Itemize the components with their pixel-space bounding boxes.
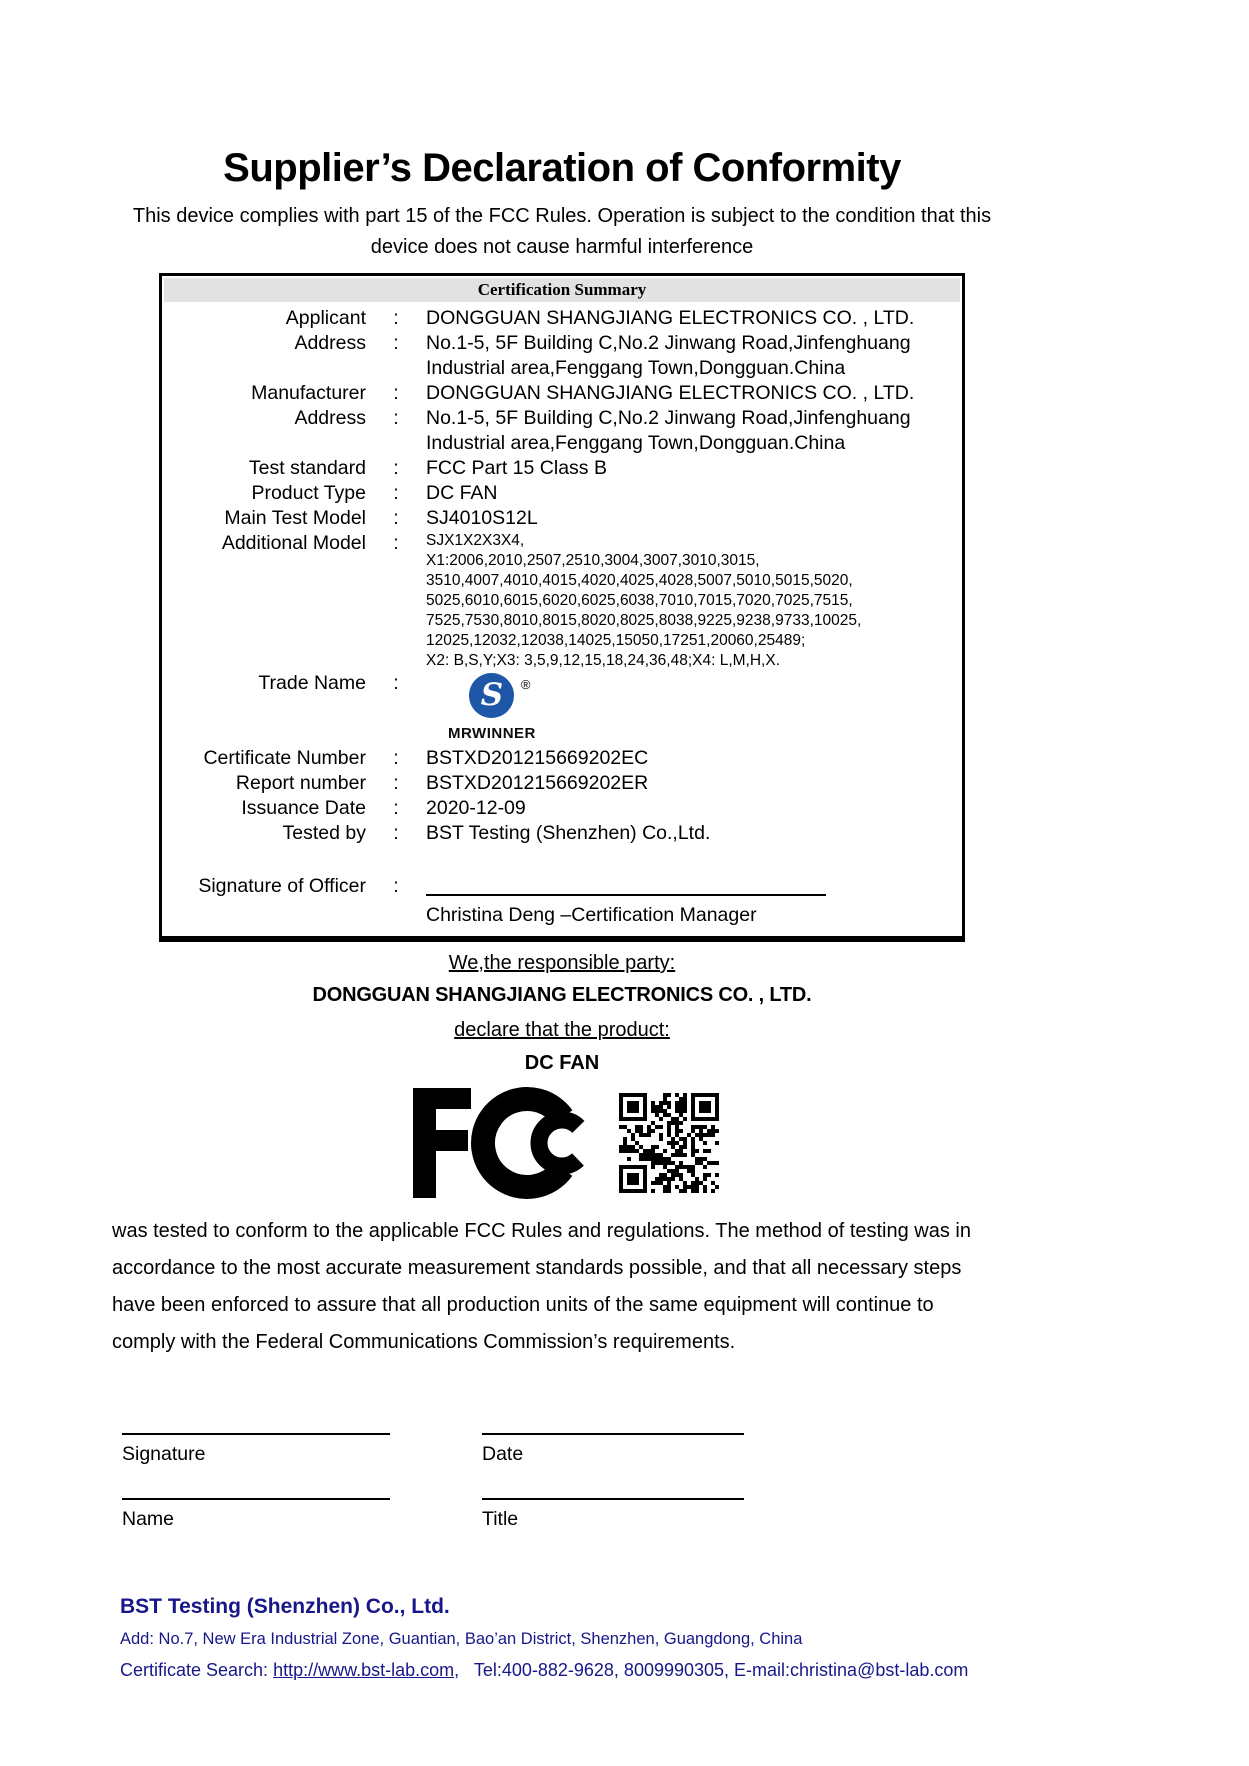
row-label: Issuance Date: [241, 797, 366, 819]
colon: :: [393, 482, 399, 504]
model-line: X1:2006,2010,2507,2510,3004,3007,3010,3015,: [426, 552, 760, 569]
colon: :: [393, 507, 399, 529]
responsible-party-company: DONGGUAN SHANGJIANG ELECTRONICS CO. , LTD.: [312, 984, 812, 1006]
row-manufacturer: [166, 381, 956, 406]
certification-summary-table: [159, 273, 965, 942]
row-applicant: [166, 306, 956, 331]
row-additional-model: [166, 531, 956, 671]
compliance-subtitle: This device complies with part 15 of the FCC Rules. Operation is subject to the condition that this device does not cause harmful interference: [132, 205, 992, 258]
row-value: DONGGUAN SHANGJIANG ELECTRONICS CO. , LTD.: [426, 382, 915, 404]
blank-row: [166, 846, 956, 874]
model-line: 5025,6010,6015,6020,6025,6038,7010,7015,7020,7025,7515,: [426, 592, 853, 609]
row-value: 2020-12-09: [426, 797, 526, 819]
colon: :: [393, 747, 399, 769]
colon: :: [393, 797, 399, 819]
colon: :: [393, 407, 399, 429]
colon: :: [393, 382, 399, 404]
officer-name-title: Christina Deng –Certification Manager: [426, 904, 757, 926]
row-product-type: [166, 481, 956, 506]
row-value: FCC Part 15 Class B: [426, 457, 607, 479]
row-label: Address: [294, 332, 366, 354]
row-label: Manufacturer: [251, 382, 366, 404]
model-line: 12025,12032,12038,14025,15050,17251,20060,25489;: [426, 632, 806, 649]
colon: :: [393, 332, 399, 354]
lab-contact-line: [120, 1660, 1012, 1681]
row-label: Signature of Officer: [198, 875, 366, 897]
colon: :: [393, 672, 399, 694]
signature-block: [122, 1433, 1012, 1531]
colon: :: [393, 772, 399, 794]
lab-footer: [120, 1595, 1012, 1681]
certification-marks: [112, 1085, 1012, 1201]
row-report-number: [166, 771, 956, 796]
date-label: Date: [482, 1443, 524, 1465]
row-officer-name: [166, 903, 956, 928]
qr-code: [619, 1093, 719, 1193]
lab-company-name: BST Testing (Shenzhen) Co., Ltd.: [120, 1595, 450, 1618]
lab-website-link[interactable]: http://www.bst-lab.com: [273, 1660, 455, 1680]
registered-mark: ®: [520, 677, 531, 692]
declared-product: DC FAN: [524, 1052, 600, 1074]
title-field: [482, 1498, 744, 1531]
s-swirl-icon: S: [469, 673, 514, 718]
signature-field: [122, 1433, 390, 1466]
page-title: Supplier’s Declaration of Conformity: [223, 146, 901, 190]
officer-signature-line: [426, 874, 826, 896]
name-field: [122, 1498, 390, 1531]
row-label: Address: [294, 407, 366, 429]
row-certificate-number: [166, 746, 956, 771]
brand-name: MRWINNER: [448, 725, 536, 742]
row-value: SJ4010S12L: [426, 507, 538, 529]
row-value: No.1-5, 5F Building C,No.2 Jinwang Road,Jinfenghuang Industrial area,Fenggang Town,Dongguan.China: [426, 407, 911, 454]
colon: :: [393, 457, 399, 479]
model-line: 3510,4007,4010,4015,4020,4025,4028,5007,5010,5015,5020,: [426, 572, 853, 589]
row-applicant-address: [166, 331, 956, 381]
row-value: BSTXD201215669202ER: [426, 772, 649, 794]
row-trade-name: [166, 671, 956, 746]
colon: :: [393, 307, 399, 329]
row-value: BST Testing (Shenzhen) Co.,Ltd.: [426, 822, 711, 844]
model-line: 7525,7530,8010,8015,8020,8025,8038,9225,9238,9733,10025,: [426, 612, 862, 629]
row-value: [426, 671, 956, 746]
signature-label: Signature: [122, 1443, 206, 1465]
row-value: DONGGUAN SHANGJIANG ELECTRONICS CO. , LTD.: [426, 307, 915, 329]
responsible-party-heading: We,the responsible party:: [448, 952, 676, 974]
lab-address: Add: No.7, New Era Industrial Zone, Guantian, Bao’an District, Shenzhen, Guangdong, China: [120, 1630, 803, 1648]
row-label: Certificate Number: [203, 747, 366, 769]
row-test-standard: [166, 456, 956, 481]
row-tested-by: [166, 821, 956, 846]
colon: :: [393, 532, 399, 554]
date-field: [482, 1433, 744, 1466]
fcc-logo: [405, 1086, 613, 1200]
name-label: Name: [122, 1508, 175, 1530]
row-label: Applicant: [285, 307, 366, 329]
row-manufacturer-address: [166, 406, 956, 456]
certificate-search-label: Certificate Search:: [120, 1660, 274, 1680]
row-value: BSTXD201215669202EC: [426, 747, 649, 769]
row-label: Tested by: [282, 822, 366, 844]
row-value: [426, 531, 956, 671]
title-label: Title: [482, 1508, 519, 1530]
model-line: X2: B,S,Y;X3: 3,5,9,12,15,18,24,36,48;X4: L,M,H,X.: [426, 652, 780, 669]
declare-product-heading: declare that the product:: [454, 1019, 670, 1041]
row-value: No.1-5, 5F Building C,No.2 Jinwang Road,Jinfenghuang Industrial area,Fenggang Town,Dongguan.China: [426, 332, 911, 379]
row-signature-of-officer: [166, 874, 956, 903]
row-label: Trade Name: [258, 672, 366, 694]
row-label: Main Test Model: [224, 507, 366, 529]
document-body: [112, 146, 1012, 1681]
row-issuance-date: [166, 796, 956, 821]
row-label: Test standard: [248, 457, 366, 479]
colon: :: [393, 875, 399, 897]
colon: :: [393, 822, 399, 844]
mrwinner-logo: [448, 673, 536, 746]
row-label: Additional Model: [221, 532, 366, 554]
model-line: SJX1X2X3X4,: [426, 532, 525, 549]
row-main-test-model: [166, 506, 956, 531]
lab-contact-suffix: , Tel:400-882-9628, 8009990305, E-mail:christina@bst-lab.com: [454, 1660, 969, 1680]
row-value: DC FAN: [426, 482, 498, 504]
conformity-statement: was tested to conform to the applicable FCC Rules and regulations. The method of testing was in accordance to the most accurate measurement standards possible, and that all necessary steps have been enforced to assure that all production units of the same equipment will continue to comply with the Federal Communications Commission’s requirements.: [112, 1220, 971, 1353]
table-header: Certification Summary: [164, 278, 960, 302]
row-label: Report number: [235, 772, 366, 794]
row-label: Product Type: [251, 482, 366, 504]
